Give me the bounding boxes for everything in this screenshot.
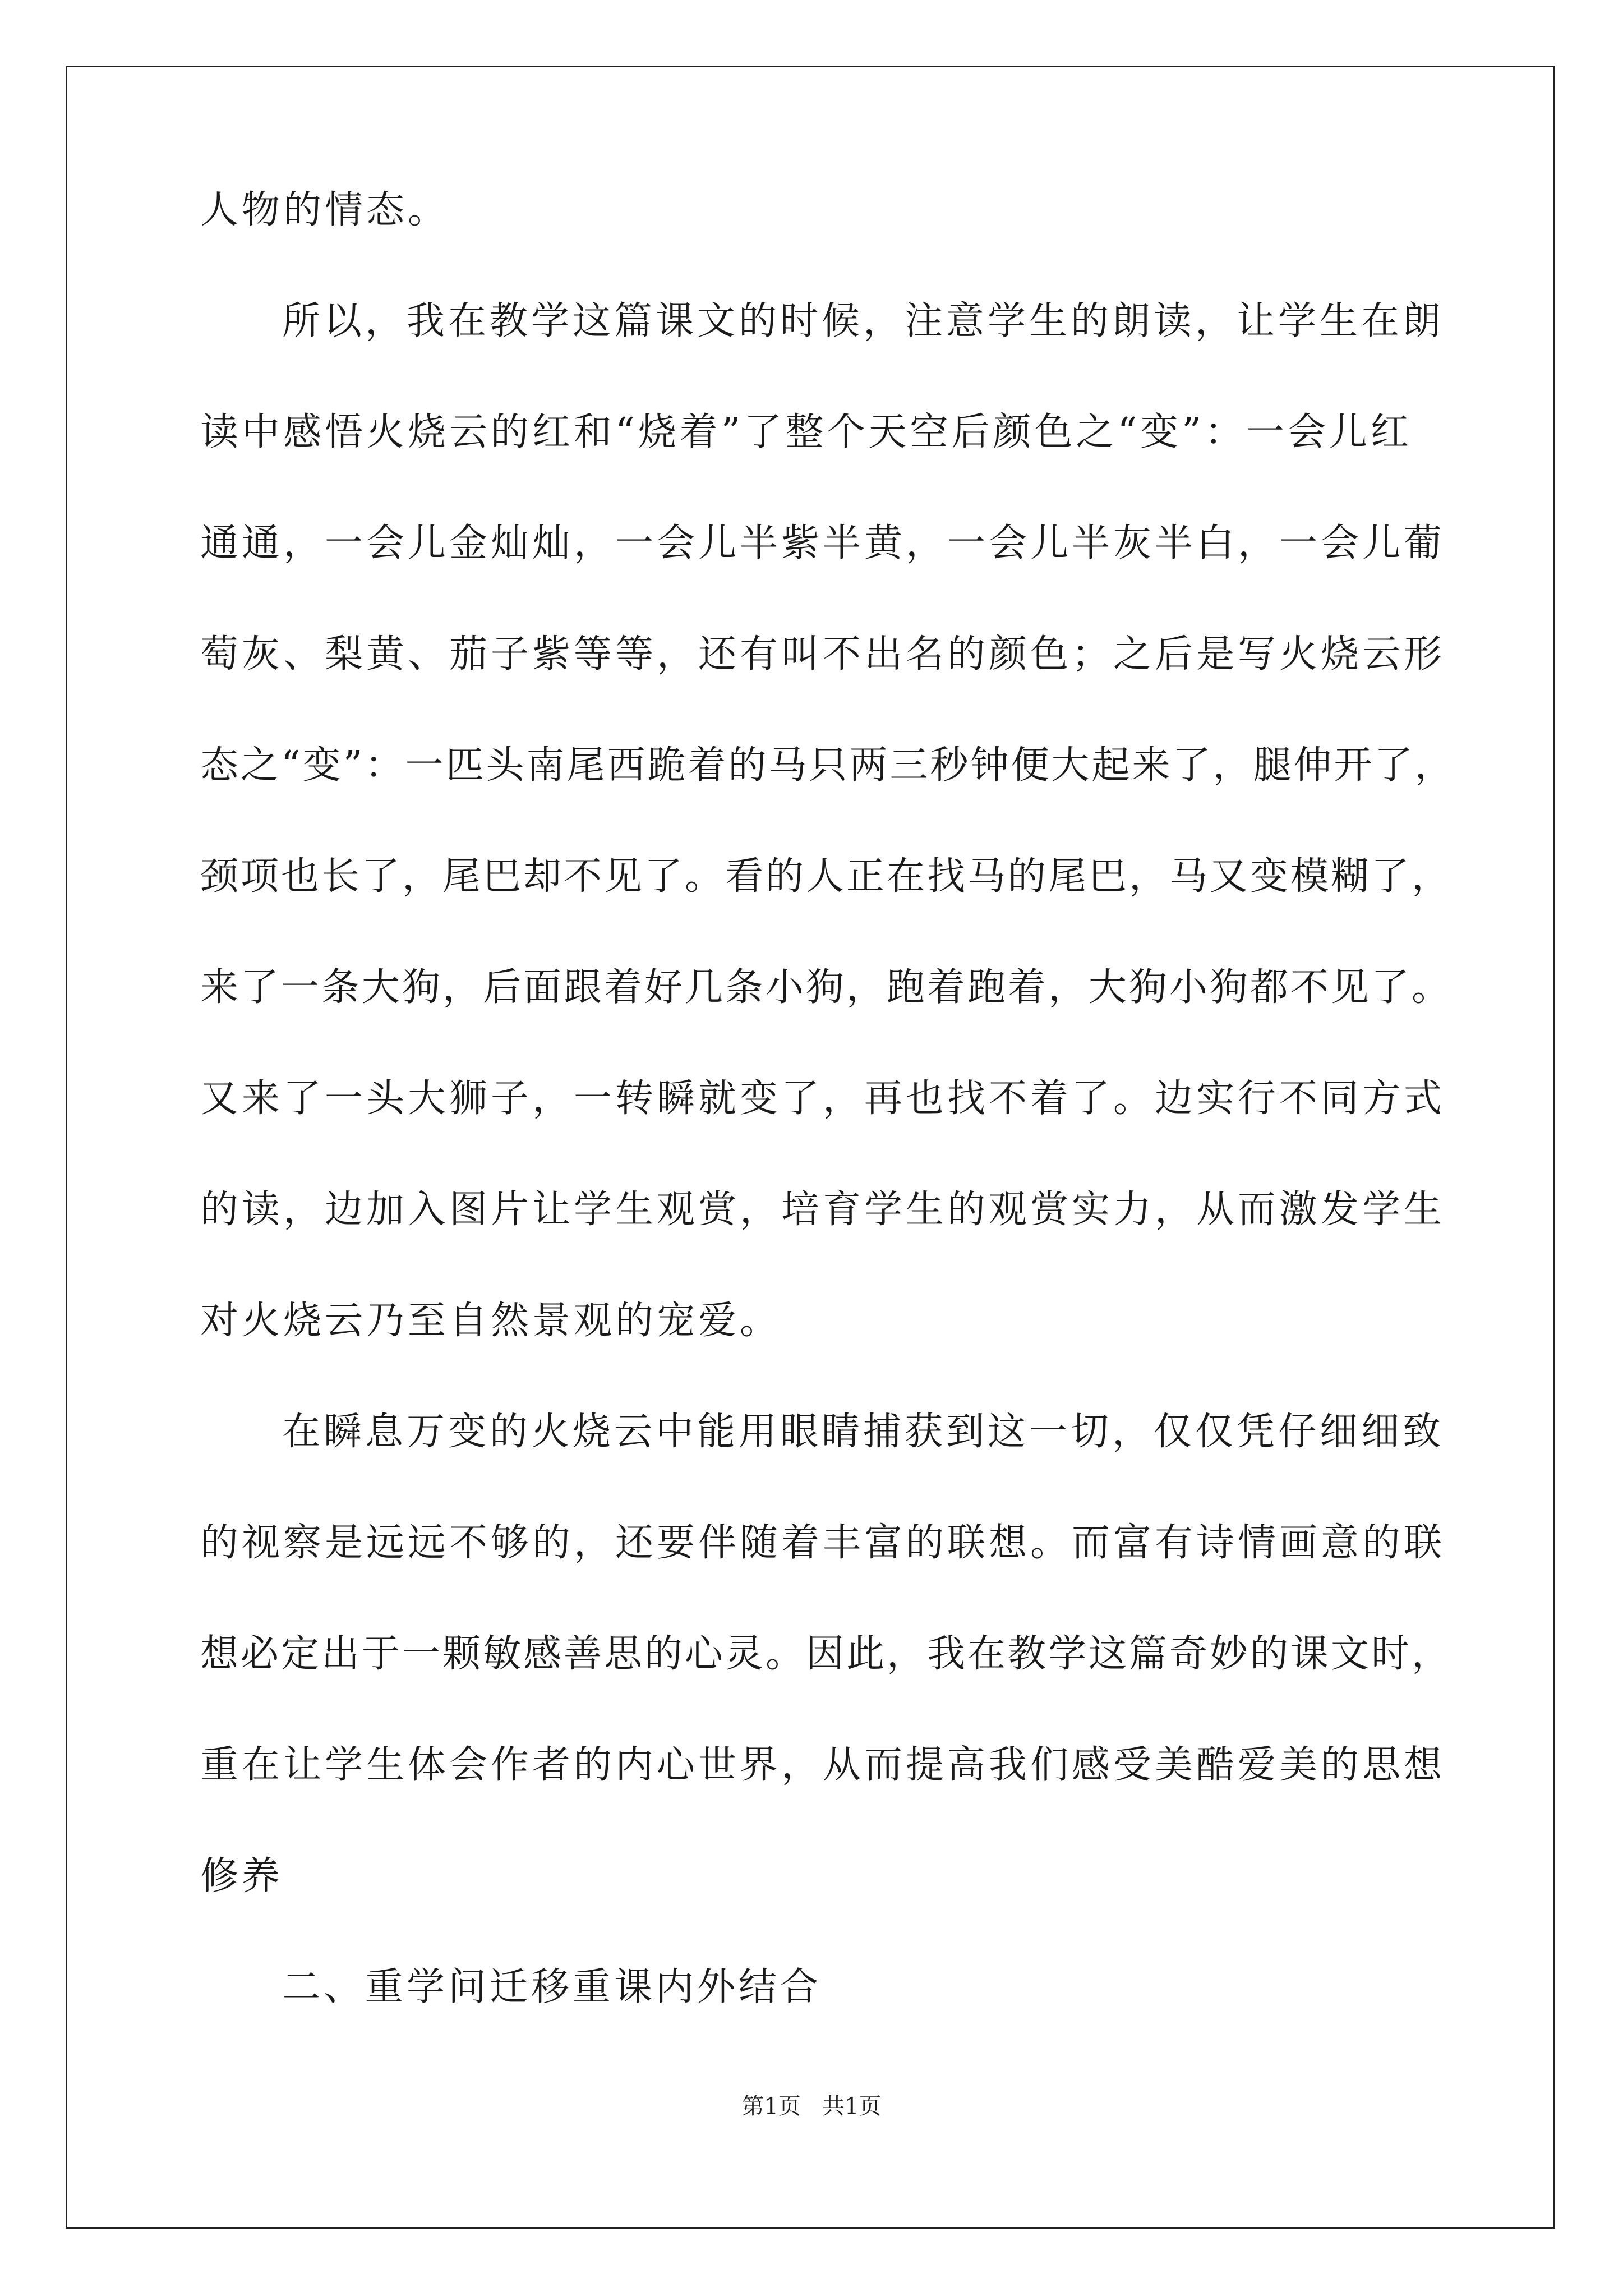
text-line: 态之“变”：一匹头南尾西跪着的马只两三秒钟便大起来了，腿伸开了， [200,743,1455,788]
text-line: 来了一条大狗，后面跟着好几条小狗，跑着跑着，大狗小狗都不见了。 [200,965,1453,1010]
page-number: 第1页 共1页 [741,2093,882,2119]
text-line: 人物的情态。 [200,188,450,232]
text-line: 颈项也长了，尾巴却不见了。看的人正在找马的尾巴，马又变模糊了， [200,854,1453,899]
text-line: 对火烧云乃至自然景观的宠爱。 [200,1299,782,1343]
text-line: 的视察是远远不够的，还要伴随着丰富的联想。而富有诗情画意的联 [200,1521,1446,1565]
paragraph-first-line: 在瞬息万变的火烧云中能用眼睛捕获到这一切，仅仅凭仔细细致 [282,1410,1445,1454]
text-line: 重在让学生体会作者的内心世界，从而提高我们感受美酷爱美的思想 [200,1743,1446,1787]
page-border [66,66,1555,2229]
paragraph-first-line: 所以，我在教学这篇课文的时候，注意学生的朗读，让学生在朗 [282,299,1445,343]
text-line: 通通，一会儿金灿灿，一会儿半紫半黄，一会儿半灰半白，一会儿葡 [200,521,1446,565]
text-line: 修养 [200,1854,284,1898]
section-heading: 二、重学问迁移重课内外结合 [282,1965,822,2009]
text-line: 读中感悟火烧云的红和“烧着”了整个天空后颜色之“变”：一会儿红 [200,410,1413,454]
text-line: 又来了一头大狮子，一转瞬就变了，再也找不着了。边实行不同方式 [200,1076,1446,1121]
text-line: 的读，边加入图片让学生观赏，培育学生的观赏实力，从而激发学生 [200,1188,1446,1232]
text-line: 萄灰、梨黄、茄子紫等等，还有叫不出名的颜色；之后是写火烧云形 [200,632,1446,677]
text-line: 想必定出于一颗敏感善思的心灵。因此，我在教学这篇奇妙的课文时， [200,1632,1453,1676]
